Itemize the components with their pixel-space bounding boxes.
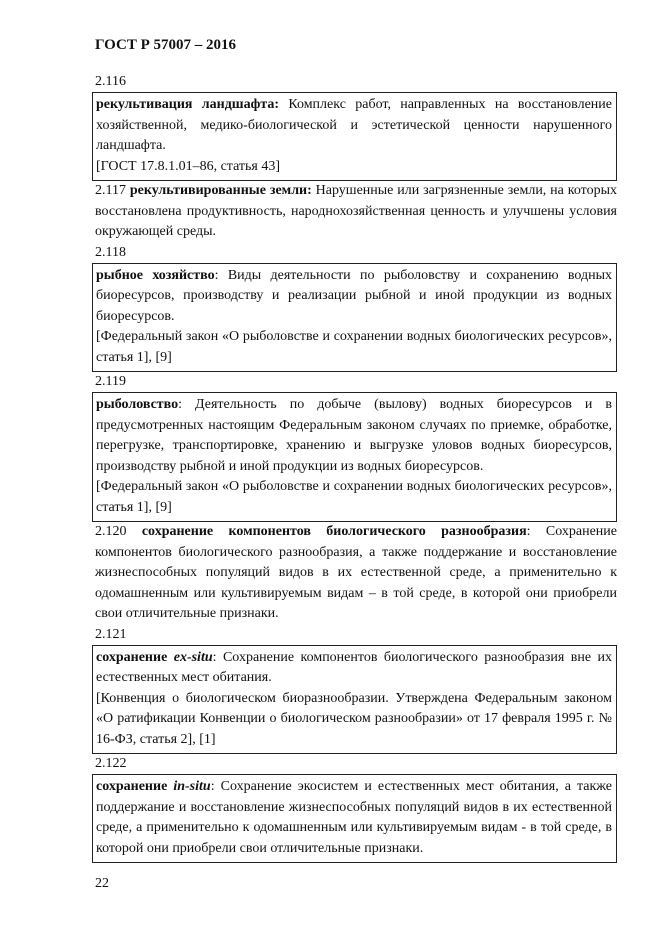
term-latin: ex-situ bbox=[173, 649, 213, 665]
document-body bbox=[95, 72, 617, 863]
term-latin: in-situ bbox=[173, 779, 211, 794]
term-box bbox=[92, 774, 617, 863]
source-reference: [Федеральный закон «О рыболовстве и сохранении водных биологических ресурсов», статья 1], [9] bbox=[96, 479, 612, 515]
term: рыболовство bbox=[96, 397, 179, 412]
definition: : Сохранение компонентов биологического разнообразия вне их естественных мест обитания. bbox=[96, 649, 613, 685]
entry-number: 2.121 bbox=[95, 626, 127, 642]
entry-number: 2.117 bbox=[95, 183, 126, 198]
entry-number: 2.116 bbox=[95, 74, 126, 89]
definition: : Виды деятельности по рыболовству и сохранению водных биоресурсов, производству и реализации рыбной и иной продукции из водных биоресурсов. bbox=[96, 267, 612, 324]
document-header: ГОСТ Р 57007 – 2016 bbox=[95, 37, 237, 53]
term-definition bbox=[95, 522, 617, 625]
term: рекультивация ландшафта: bbox=[96, 97, 279, 112]
entry-number: 2.122 bbox=[95, 756, 127, 771]
term-definition bbox=[95, 181, 617, 243]
term: сохранение компонентов биологического разнообразия bbox=[141, 524, 527, 539]
source-reference: [Федеральный закон «О рыболовстве и сохранении водных биологических ресурсов», статья 1], [9] bbox=[96, 329, 612, 365]
entry-number: 2.119 bbox=[95, 374, 126, 389]
source-reference: [ГОСТ 17.8.1.01–86, статья 43] bbox=[96, 158, 281, 174]
term-box bbox=[92, 645, 617, 755]
term-prefix: сохранение bbox=[96, 649, 174, 665]
source-reference: [Конвенция о биологическом биоразнообразии. Утверждена Федеральным законом «О ратификации Конвенции о биологическом разнообразии» от 17 февраля 1995 г. № 16-ФЗ, статья 2], [1] bbox=[96, 690, 612, 747]
definition: Нарушенные или загрязненные земли, на которых восстановлена продуктивность, народнохозяйственная ценность и улучшены условия окружающей среды. bbox=[95, 183, 617, 239]
page-number: 22 bbox=[95, 876, 109, 891]
term-box bbox=[92, 263, 617, 373]
definition: Комплекс работ, направленных на восстановление хозяйственной, медико-биологической и эстетической ценности нарушенного ландшафта. bbox=[96, 97, 612, 153]
entry-number: 2.118 bbox=[95, 244, 126, 260]
definition: : Деятельность по добыче (вылову) водных биоресурсов и в предусмотренных настоящим Федеральным законом случаях по приемке, обработке, перегрузке, транспортировке, хранению и выгрузке уловов водных биоресурсов, производству рыбной и иной продукции из водных биоресурсов. bbox=[96, 397, 612, 474]
term-definition bbox=[96, 266, 612, 328]
term-box bbox=[92, 392, 617, 522]
term-definition bbox=[96, 95, 612, 157]
term: рекультивированные земли: bbox=[129, 183, 312, 198]
term-box bbox=[92, 92, 617, 181]
definition: : Сохранение экосистем и естественных мест обитания, а также поддержание и восстановление жизнеспособных популяций видов в их естественной среде, а применительно к одомашненным или культивируемым видам - в той среде, в которой они приобрели свои отличительные признаки. bbox=[96, 779, 612, 856]
term-definition bbox=[96, 777, 612, 859]
entry-number: 2.120 bbox=[95, 524, 127, 539]
definition: : Сохранение компонентов биологического разнообразия, а также поддержание и восстановление жизнеспособных популяций видов в их естественной среде, а применительно к одомашненным или культивируемым видам – в той среде, в которой они приобрели свои отличительные признаки. bbox=[95, 524, 618, 621]
term-prefix: сохранение bbox=[96, 779, 174, 794]
term bbox=[96, 650, 213, 665]
term-definition bbox=[96, 648, 612, 689]
term-definition bbox=[96, 395, 612, 477]
term: рыбное хозяйство bbox=[96, 267, 215, 283]
term bbox=[96, 779, 211, 794]
